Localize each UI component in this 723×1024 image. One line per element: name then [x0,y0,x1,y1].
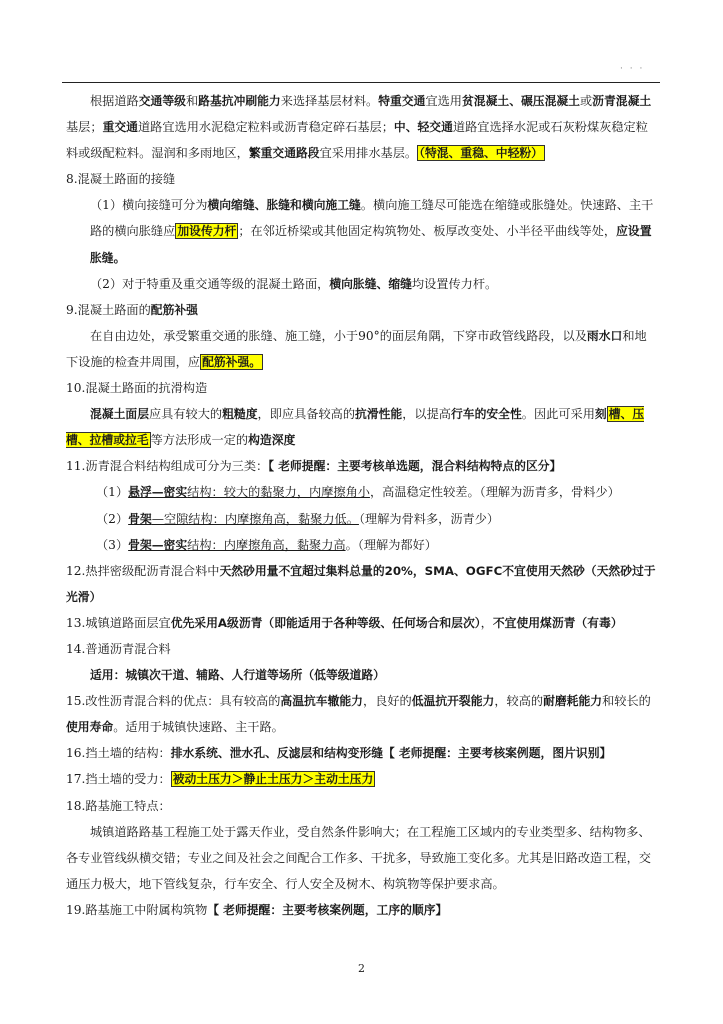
text-run: （2）对于特重及重交通等级的混凝土路面， [90,276,330,291]
header-mark: · · · [620,64,645,74]
highlighted-text: 加设传力杆 [177,224,237,239]
paragraph [66,271,658,297]
text-run: 11.沥青混合料结构组成可分为三类： [66,459,269,474]
text-run: 。适用于城镇快速路、主干路。 [113,720,284,735]
text-run: 宜选用 [425,94,462,108]
text-run: 和 [185,94,199,108]
text-run: 或 [579,94,593,108]
paragraph [66,506,658,532]
paragraph [66,793,658,819]
highlighted-text: 配筋补强。 [202,354,262,369]
text-run: 在自由边处，承受繁重交通的胀缝、施工缝，小于90°的面层角隅，下穿市政管线路段，以及 [90,328,587,343]
text-run: （理解为骨料多，沥青少） [358,511,500,526]
text-run: （1） [96,485,129,500]
paragraph [66,662,658,688]
bold-text: 贫混凝土、碾压混凝土 [462,94,580,108]
bold-text: 【 老师提醒：主要考核案例题，工序的顺序】 [207,902,448,917]
bold-text: 抗滑性能 [355,407,403,422]
paragraph [66,688,658,740]
bold-text: 繁重交通路段 [248,146,320,161]
text-run: ， [480,615,493,630]
text-run: 10.混凝土路面的抗滑构造 [66,381,208,396]
paragraph [66,88,658,166]
bold-text: 耐磨耗能力 [543,694,603,709]
bold-text: 使用寿命 [66,720,114,735]
paragraph [66,375,658,401]
text-run: 。（理解为都好） [345,537,437,552]
paragraph [66,636,658,662]
paragraph [66,897,658,923]
bold-text: 交通等级 [138,94,186,108]
text-run: 均设置传力杆。 [411,276,498,291]
text-run: 道路宜选择水泥或石灰粉煤灰稳定粒料或级配粒料。湿润和多雨地区， [66,120,648,161]
page-body [66,88,658,923]
highlighted-text: 被动土压力＞静止土压力＞主动土压力 [172,772,374,787]
bold-text: 骨架 [128,511,152,526]
text-run: 12.热拌密级配沥青混合料中 [66,563,220,578]
text-run: 道路宜选用水泥稳定粒料或沥青稳定碎石基层； [137,120,394,135]
text-run: ，良好的 [362,694,412,709]
bold-text: 低温抗开裂能力 [411,694,495,709]
text-run: 9.混凝土路面的 [66,302,151,317]
highlighted-text: （特混、重稳、中轻粉） [419,146,543,161]
bold-text: 特重交通 [378,94,426,108]
bold-text: 沥青混凝土 [592,94,652,108]
text-run: 来选择基层材料。 [280,94,379,108]
bold-text: 粗糙度 [222,407,258,422]
bold-text: 雨水口 [586,328,623,343]
text-run: 宜采用排水基层。 [319,146,418,161]
text-run: 基层； [66,120,103,135]
text-run: 城镇道路路基工程施工处于露天作业，受自然条件影响大；在工程施工区域内的专业类型多、结构物多、各专业管线纵横交错；专业之间及社会之间配合工作多、干扰多，导致施工变化多。尤其是旧路改造工程，交通压力极大，地下管线复杂，行车安全、行人安全及树木、构筑物等保护要求高。 [66,824,651,891]
bold-text: 应设置胀缝。 [90,224,652,265]
text-run: 。横向施工缝尽可能选在缩缝或胀缝处。快速路、主干路的横向胀缝应 [90,198,654,239]
page-number: 2 [358,962,365,975]
text-run: ，高温稳定性较差。（理解为沥青多，骨料少） [369,485,620,500]
text-run: 8.混凝土路面的接缝 [66,172,176,187]
bold-text: 混凝土面层 [90,407,149,422]
text-run: 19.路基施工中附属构筑物 [66,902,208,917]
paragraph [66,323,658,375]
bold-text: 天然砂用量不宜超过集料总量的20%，SMA、OGFC不宜使用天然砂（天然砂过于光滑） [66,563,656,604]
text-run: 14.普通沥青混合料 [66,641,171,656]
bold-text: 行车的安全性 [450,407,522,422]
text-run: （3） [96,537,129,552]
bold-text: 构造深度 [248,433,296,448]
paragraph [66,166,658,192]
paragraph [66,558,658,610]
bold-text: 优先采用A级沥青（即能适用于各种等级、任何场合和层次） [170,615,481,630]
text-run: —空隙结构：内摩擦角高，黏聚力低。 [151,511,359,526]
text-run: 和地下设施的检查井周围，应 [66,328,647,369]
text-run: 结构：内摩擦角高，黏聚力高 [187,537,346,552]
paragraph [66,453,658,479]
bold-text: 适用：城镇次干道、辅路、人行道等场所（低等级道路） [90,668,385,683]
paragraph [66,479,658,505]
bold-text: 不宜使用煤沥青（有毒） [492,615,623,630]
paragraph [66,766,658,792]
text-run: 结构：较大的黏聚力，内摩擦角小 [187,485,370,500]
paragraph [66,297,658,323]
bold-text: 配筋补强 [150,302,198,317]
text-run: ，即应具备较高的 [257,407,356,422]
paragraph [66,532,658,558]
text-run: 。因此可采用 [521,407,595,422]
bold-text: 横向缩缝、胀缝和横向施工缝 [207,198,361,213]
paragraph [66,401,658,453]
header-rule [62,82,660,83]
text-run: 和较长的 [602,694,651,709]
bold-text: 重交通 [102,120,138,135]
bold-text: 悬浮—密实 [128,485,188,500]
text-run: ；在邻近桥梁或其他固定构筑物处、板厚改变处、小半径平曲线等处， [238,224,617,239]
paragraph [66,740,658,766]
text-run: 16.挡土墙的结构： [66,746,171,761]
bold-text: 路基抗冲刷能力 [198,94,281,108]
text-run: 等方法形成一定的 [150,433,249,448]
text-run: 18.路基施工特点： [66,798,171,813]
text-run: 15.改性沥青混合料的优点：具有较高的 [66,694,281,709]
bold-text: 【 老师提醒：主要考核单选题，混合料结构特点的区分】 [268,459,562,474]
text-run: （2） [96,511,129,526]
bold-text: 横向胀缝、缩缝 [329,276,412,291]
paragraph [66,192,658,270]
bold-text: 骨架—密实 [128,537,188,552]
paragraph [66,610,658,636]
text-run: ，以提高 [402,407,451,422]
text-run: 应具有较大的 [149,407,223,422]
bold-text: 排水系统、泄水孔、反滤层和结构变形缝【 老师提醒：主要考核案例题，图片识别】 [170,746,612,761]
bold-text: 刻 [594,407,607,422]
paragraph [66,819,658,897]
text-run: ，较高的 [494,694,544,709]
text-run: （1）横向接缝可分为 [90,198,208,213]
highlighted-text: 槽、压槽、拉槽或拉毛 [66,407,645,448]
bold-text: 中、轻交通 [393,120,453,135]
text-run: 根据道路 [90,94,139,108]
text-run: 13.城镇道路面层宜 [66,615,171,630]
bold-text: 高温抗车辙能力 [280,694,363,709]
text-run: 17.挡土墙的受力： [66,772,171,787]
